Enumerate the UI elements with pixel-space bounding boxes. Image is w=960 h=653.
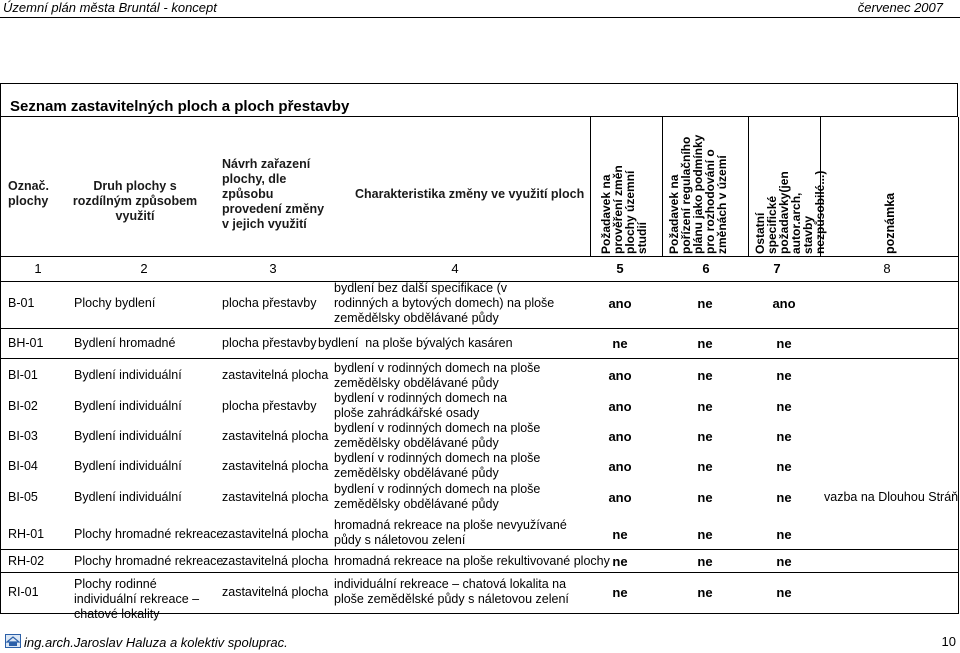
col-number: 2 [140,261,148,276]
col-header-studie: Požadavek na prověření změn plochy územní studií [599,165,649,254]
house-logo-icon [5,634,21,648]
section-title: Seznam zastavitelných ploch a ploch přestavby [0,83,958,117]
header-rule [0,17,960,18]
page-header [0,0,960,16]
row-druh: Bydlení individuální [74,490,182,504]
row-id: BI-05 [8,490,38,504]
row-regulacni-plan: ne [697,429,713,444]
row-ostatni: ne [776,399,792,414]
row-id: RH-02 [8,554,45,568]
row-druh: Bydlení individuální [74,429,182,443]
row-ostatni: ne [776,429,792,444]
row-id: BH-01 [8,336,44,350]
row-divider [0,549,958,550]
col-header-druh: Druh plochy s rozdílným způsobem využití [72,179,198,223]
row-regulacni-plan: ne [697,459,713,474]
col-header-poznamka: poznámka [883,192,897,254]
row-studie: ano [608,399,632,414]
row-id: B-01 [8,296,35,310]
col-number: 8 [883,261,891,276]
row-studie: ne [612,336,628,351]
row-charakteristika: hromadná rekreace na ploše rekultivované plochy [334,554,610,568]
col-header-oznaceni: Označ. plochy [8,179,49,208]
row-druh: Plochy rodinné individuální rekreace – chatové lokality [74,577,200,621]
page-number: 10 [941,634,956,649]
row-druh: Bydlení individuální [74,368,182,382]
row-studie: ano [608,368,632,383]
row-ostatni: ne [776,585,792,600]
row-druh: Plochy hromadné rekreace [74,527,224,541]
col-divider-6 [662,117,663,257]
row-charakteristika: bydlení na ploše bývalých kasáren [318,336,513,350]
row-id: BI-02 [8,399,38,413]
col-number: 4 [451,261,459,276]
document-title: Územní plán města Bruntál - koncept [3,0,217,15]
row-id: BI-01 [8,368,38,382]
row-navrh: plocha přestavby [222,399,317,413]
table-border-left [0,117,1,614]
row-regulacni-plan: ne [697,296,713,311]
row-navrh: zastavitelná plocha [222,585,329,599]
row-studie: ano [608,429,632,444]
document-date: červenec 2007 [857,0,943,15]
row-ostatni: ne [776,368,792,383]
row-charakteristika: hromadná rekreace na ploše nevyužívané půdy s náletovou zelení [334,518,567,547]
row-navrh: plocha přestavby [222,296,317,310]
row-studie: ano [608,296,632,311]
col-number: 7 [773,261,781,276]
row-navrh: zastavitelná plocha [222,490,329,504]
row-divider [0,358,958,359]
row-regulacni-plan: ne [697,490,713,505]
row-navrh: zastavitelná plocha [222,368,329,382]
row-charakteristika: bydlení v rodinných domech na ploše zemědělsky obdělávané půdy [334,451,541,480]
row-druh: Bydlení individuální [74,399,182,413]
page-footer [0,630,960,653]
row-studie: ne [612,554,628,569]
header-bottom-rule [0,256,958,257]
row-ostatni: ne [776,554,792,569]
row-charakteristika: bydlení v rodinných domech na ploše zemědělsky obdělávané půdy [334,482,541,511]
row-id: RI-01 [8,585,39,599]
row-studie: ne [612,585,628,600]
row-regulacni-plan: ne [697,399,713,414]
row-charakteristika: bydlení v rodinných domech na ploše zemědělsky obdělávané půdy [334,421,541,450]
row-id: BI-03 [8,429,38,443]
row-charakteristika: individuální rekreace – chatová lokalita na ploše zemědělské půdy s náletovou zelení [334,577,569,606]
row-navrh: plocha přestavby [222,336,317,350]
row-id: RH-01 [8,527,45,541]
row-druh: Bydlení individuální [74,459,182,473]
row-divider [0,328,958,329]
row-navrh: zastavitelná plocha [222,459,329,473]
row-charakteristika: bydlení bez další specifikace (v rodinných a bytových domech) na ploše zemědělsky obdělávané půdy [334,281,555,325]
col-header-charakteristika: Charakteristika změny ve využití ploch [355,187,585,201]
col-number: 1 [34,261,42,276]
table-border-right [958,117,959,614]
row-ostatni: ne [776,459,792,474]
row-studie: ano [608,490,632,505]
row-id: BI-04 [8,459,38,473]
row-ostatni: ano [772,296,796,311]
row-navrh: zastavitelná plocha [222,554,329,568]
row-regulacni-plan: ne [697,527,713,542]
row-regulacni-plan: ne [697,585,713,600]
row-druh: Plochy hromadné rekreace [74,554,224,568]
row-ostatni: ne [776,336,792,351]
row-navrh: zastavitelná plocha [222,527,329,541]
row-studie: ano [608,459,632,474]
col-divider-7 [748,117,749,257]
row-regulacni-plan: ne [697,336,713,351]
row-druh: Plochy bydlení [74,296,156,310]
row-studie: ne [612,527,628,542]
row-ostatni: ne [776,490,792,505]
col-header-regulacni-plan: Požadavek na pořízení regulačního plánu jako podmínky pro rozhodování o změnách v území [667,134,729,254]
row-regulacni-plan: ne [697,554,713,569]
col-divider-5 [590,117,591,257]
row-druh: Bydlení hromadné [74,336,176,350]
footer-author: ing.arch.Jaroslav Haluza a kolektiv spoluprac. [24,635,288,650]
col-number: 5 [616,261,624,276]
col-header-ostatni: Ostatní specifické požadavky(jen autor.arch, stavby nezpůsobilé...) [753,170,827,254]
col-header-navrh: Návrh zařazení plochy, dle způsobu provedení změny v jejich využití [222,157,325,231]
row-regulacni-plan: ne [697,368,713,383]
row-charakteristika: bydlení v rodinných domech na ploše zahrádkářské osady [334,391,508,420]
row-divider [0,572,958,573]
row-charakteristika: bydlení v rodinných domech na ploše zemědělsky obdělávané půdy [334,361,541,390]
row-navrh: zastavitelná plocha [222,429,329,443]
col-number: 6 [702,261,710,276]
row-ostatni: ne [776,527,792,542]
row-poznamka: vazba na Dlouhou Stráň [824,490,959,504]
col-number: 3 [269,261,277,276]
